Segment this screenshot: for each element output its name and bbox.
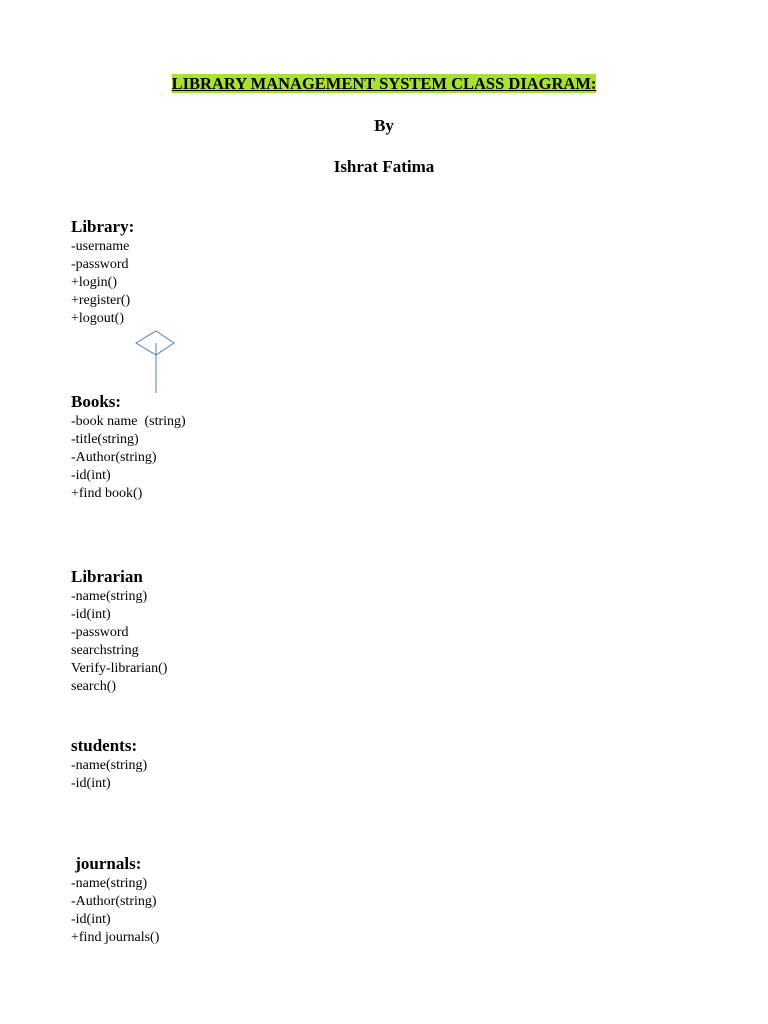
class-librarian — [71, 566, 167, 696]
member-library-username: -username — [71, 239, 130, 254]
class-books — [71, 391, 186, 503]
class-library — [71, 216, 134, 328]
class-name-students: students: — [71, 736, 138, 755]
member-librarian-name: -name(string) — [71, 589, 148, 604]
member-students-name: -name(string) — [71, 758, 148, 773]
class-name-library: Library: — [71, 217, 135, 236]
member-library-login: +login() — [71, 275, 117, 290]
member-librarian-verify: Verify-librarian() — [71, 661, 168, 676]
member-books-author: -Author(string) — [71, 450, 157, 465]
member-librarian-password: -password — [71, 625, 129, 640]
member-library-password: -password — [71, 257, 129, 272]
aggregation-diamond — [136, 331, 174, 355]
class-students — [71, 735, 147, 793]
page-title-text: LIBRARY MANAGEMENT SYSTEM CLASS DIAGRAM: — [171, 74, 597, 93]
member-library-register: +register() — [71, 293, 131, 308]
member-books-find-book: +find book() — [71, 486, 143, 501]
byline-by: By — [374, 116, 394, 135]
member-library-logout: +logout() — [71, 311, 124, 326]
page-title — [0, 73, 768, 95]
member-journals-id: -id(int) — [71, 912, 111, 927]
member-librarian-search: search() — [71, 679, 117, 694]
member-librarian-id: -id(int) — [71, 607, 111, 622]
member-journals-author: -Author(string) — [71, 894, 157, 909]
class-name-journals: journals: — [71, 854, 142, 873]
member-books-title: -title(string) — [71, 432, 139, 447]
class-journals — [71, 853, 159, 947]
member-journals-find-journals: +find journals() — [71, 930, 160, 945]
member-students-id: -id(int) — [71, 776, 111, 791]
class-name-books: Books: — [71, 392, 122, 411]
member-books-id: -id(int) — [71, 468, 111, 483]
class-name-librarian: Librarian — [71, 567, 143, 586]
member-books-book-name: -book name (string) — [71, 414, 186, 429]
aggregation-diamond-icon — [134, 329, 178, 395]
author-name: Ishrat Fatima — [333, 157, 435, 176]
member-journals-name: -name(string) — [71, 876, 148, 891]
member-librarian-searchstring: searchstring — [71, 643, 139, 658]
